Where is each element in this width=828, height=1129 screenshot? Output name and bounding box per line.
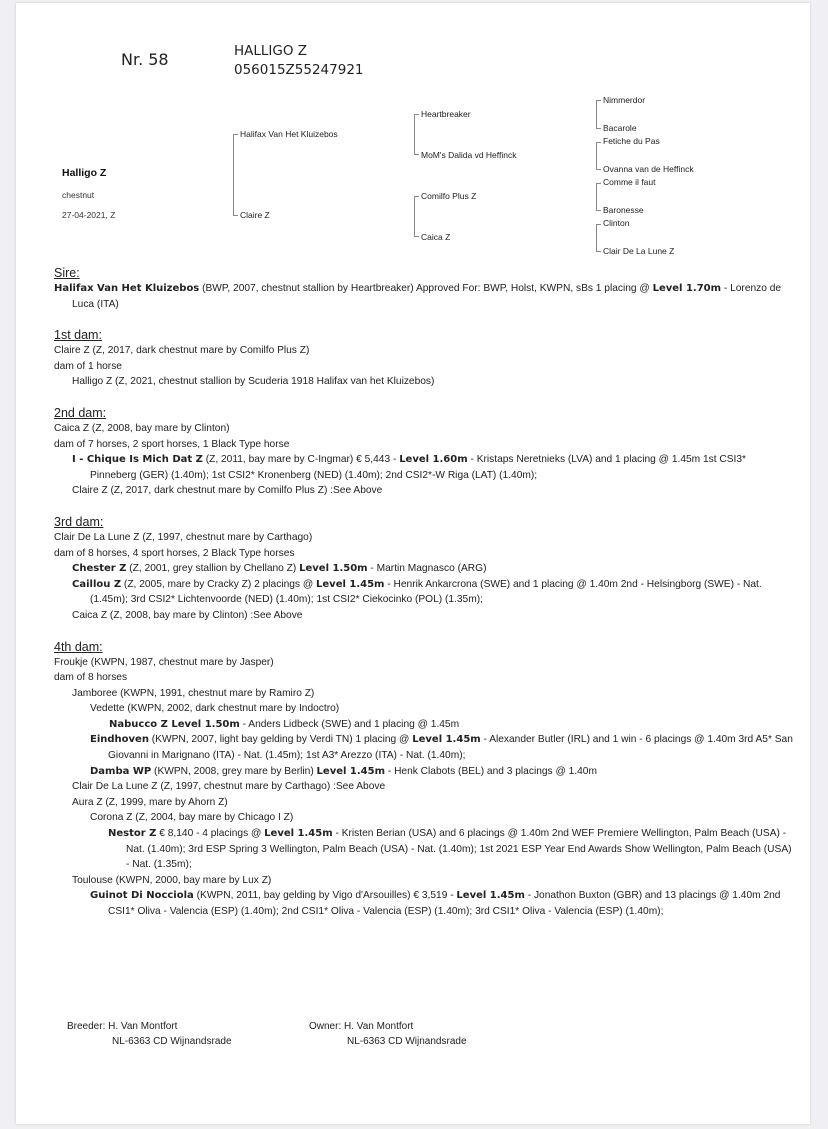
dam4-produce: dam of 8 horses xyxy=(54,672,128,684)
bracket-line xyxy=(233,134,234,216)
dam3-heading: 3rd dam: xyxy=(54,514,104,529)
subject-name: Halligo Z xyxy=(62,167,107,179)
dam4-heading: 4th dam: xyxy=(54,639,103,654)
lot-number: Nr. 58 xyxy=(121,50,169,69)
dam2-heading: 2nd dam: xyxy=(54,405,107,420)
pedigree-dam: Claire Z xyxy=(240,210,270,220)
bracket-tick xyxy=(596,224,601,225)
bracket-tick xyxy=(414,196,419,197)
dam4-grand-offspring: Vedette (KWPN, 2002, dark chestnut mare by Indoctro) xyxy=(90,703,340,715)
dam4-offspring: Clair De La Lune Z (Z, 1997, chestnut mare by Carthago) :See Above xyxy=(72,781,386,793)
bracket-tick xyxy=(596,100,601,101)
dam2-offspring: I - Chique Is Mich Dat Z (Z, 2011, bay mare by C-Ingmar) € 5,443 - Level 1.60m - Kristaps Neretnieks (LVA) and 1 placing @ 1.45m 1st CSI3* Pinneberg (GER) (1.40m); 1st CSI2* Kronenberg (NED) (1.40m); 2nd CSI2*-W Riga (LAT) (1.40m); xyxy=(72,454,747,481)
subject-color: chestnut xyxy=(62,190,95,200)
bracket-line xyxy=(414,114,415,155)
dam1-produce: dam of 1 horse xyxy=(54,360,122,372)
breeder-name: Breeder: H. Van Montfort xyxy=(67,1021,178,1032)
dam1-heading: 1st dam: xyxy=(54,328,102,343)
catalog-page xyxy=(16,3,810,1124)
bracket-line xyxy=(596,183,597,210)
breeder-info xyxy=(67,1020,232,1049)
owner-info xyxy=(309,1020,467,1049)
bracket-tick xyxy=(596,142,601,143)
pedigree-ddd: Clair De La Lune Z xyxy=(603,246,675,256)
dam4-grand-offspring: Corona Z (Z, 2004, bay mare by Chicago I Z) xyxy=(90,812,294,824)
dam1-offspring: Halligo Z (Z, 2021, chestnut stallion by Scuderia 1918 Halifax van het Kluizebos) xyxy=(72,376,435,388)
pedigree-dss: Comme il faut xyxy=(603,177,656,187)
bracket-tick xyxy=(414,236,419,237)
owner-name: Owner: H. Van Montfort xyxy=(309,1021,414,1032)
dam-line-text xyxy=(54,265,794,920)
bracket-tick xyxy=(414,154,419,155)
ueln-number: 056015Z55247921 xyxy=(234,62,364,78)
pedigree-dds: Clinton xyxy=(603,218,630,228)
dam4-offspring: Jamboree (KWPN, 1991, chestnut mare by Ramiro Z) xyxy=(72,687,315,699)
pedigree-dd: Caica Z xyxy=(421,232,451,242)
dam4-offspring: Aura Z (Z, 1999, mare by Ahorn Z) xyxy=(72,796,228,808)
bracket-tick xyxy=(596,210,601,211)
dam1-name: Claire Z (Z, 2017, dark chestnut mare by Comilfo Plus Z) xyxy=(54,345,310,357)
pedigree-ssd: Bacarole xyxy=(603,123,637,133)
dam4-grand-offspring: Guinot Di Nocciola (KWPN, 2011, bay gelding by Vigo d'Arsouilles) € 3,519 - Level 1.45m - Jonathon Buxton (GBR) and 13 placings @ 1.40m 2nd CSI1* Oliva - Valencia (ESP) (1.40m); 2nd CSI1* Oliva - Valencia (ESP) (1.40m); 3rd CSI1* Oliva - Valencia (ESP) (1.40m); xyxy=(90,890,781,917)
dam3-offspring: Caica Z (Z, 2008, bay mare by Clinton) :See Above xyxy=(72,609,303,621)
bracket-line xyxy=(596,100,597,129)
pedigree-sdd: Ovanna van de Heffinck xyxy=(603,164,694,174)
dam4-name: Froukje (KWPN, 1987, chestnut mare by Jasper) xyxy=(54,656,274,668)
bracket-tick xyxy=(414,114,419,115)
dam2-name: Caica Z (Z, 2008, bay mare by Clinton) xyxy=(54,422,230,434)
bracket-line xyxy=(596,224,597,251)
dam2-offspring: Claire Z (Z, 2017, dark chestnut mare by Comilfo Plus Z) :See Above xyxy=(72,485,383,497)
dam4-grand-offspring: Damba WP (KWPN, 2008, grey mare by Berlin) Level 1.45m - Henk Clabots (BEL) and 3 placings @ 1.40m xyxy=(90,765,597,777)
owner-address: NL-6363 CD Wijnandsrade xyxy=(347,1035,467,1047)
dam4-offspring: Toulouse (KWPN, 2000, bay mare by Lux Z) xyxy=(72,874,272,886)
bracket-tick xyxy=(233,215,238,216)
dam3-offspring: Chester Z (Z, 2001, grey stallion by Chellano Z) Level 1.50m - Martin Magnasco (ARG) xyxy=(72,563,487,575)
subject-birth: 27-04-2021, Z xyxy=(62,210,116,220)
pedigree-ds: Comilfo Plus Z xyxy=(421,191,477,201)
dam4-great-grand-offspring: Nabucco Z Level 1.50m - Anders Lidbeck (SWE) and 1 placing @ 1.45m xyxy=(109,718,460,730)
dam3-produce: dam of 8 horses, 4 sport horses, 2 Black Type horses xyxy=(54,547,295,559)
breeder-address: NL-6363 CD Wijnandsrade xyxy=(112,1035,232,1047)
bracket-tick xyxy=(596,128,601,129)
pedigree-sd: MoM's Dalida vd Heffinck xyxy=(421,150,517,160)
bracket-line xyxy=(596,142,597,169)
bracket-line xyxy=(414,196,415,237)
bracket-tick xyxy=(596,183,601,184)
pedigree-sds: Fetiche du Pas xyxy=(603,136,660,146)
sire-heading: Sire: xyxy=(54,266,80,280)
bracket-tick xyxy=(233,134,238,135)
dam3-offspring: Caillou Z (Z, 2005, mare by Cracky Z) 2 placings @ Level 1.45m - Henrik Ankarcrona (SWE) and 1 placing @ 1.40m 2nd - Helsingborg (SWE) - Nat. (1.45m); 3rd CSI2* Lichtenvoorde (NED) (1.40m); 1st CSI2* Ciekocinko (POL) (1.35m); xyxy=(72,578,762,606)
pedigree-dsd: Baronesse xyxy=(603,205,644,215)
sire-entry: Halifax Van Het Kluizebos (BWP, 2007, chestnut stallion by Heartbreaker) Approved For: BWP, Holst, KWPN, sBs 1 placing @ Level 1.70m - Lorenzo de Luca (ITA) xyxy=(54,283,782,310)
dam3-name: Clair De La Lune Z (Z, 1997, chestnut mare by Carthago) xyxy=(54,531,313,543)
pedigree-sire: Halifax Van Het Kluizebos xyxy=(240,129,338,139)
dam2-produce: dam of 7 horses, 2 sport horses, 1 Black Type horse xyxy=(54,438,290,450)
dam4-great-grand-offspring: Nestor Z € 8,140 - 4 placings @ Level 1.45m - Kristen Berian (USA) and 6 placings @ 1.40m 2nd WEF Premiere Wellington, Palm Beach (USA) - Nat. (1.40m); 3rd ESP Spring 3 Wellington, Palm Beach (USA) - Nat. (1.40m); 1st 2021 ESP Year End Awards Show Wellington, Palm Beach (USA) - Nat. (1.35m); xyxy=(108,828,792,871)
pedigree-ss: Heartbreaker xyxy=(421,109,471,119)
horse-title: HALLIGO Z xyxy=(234,43,308,59)
bracket-tick xyxy=(596,169,601,170)
pedigree-sss: Nimmerdor xyxy=(603,95,646,105)
dam4-grand-offspring: Eindhoven (KWPN, 2007, light bay gelding by Verdi TN) 1 placing @ Level 1.45m - Alexander Butler (IRL) and 1 win - 6 placings @ 1.40m 3rd A5* San Giovanni in Marignano (ITA) - Nat. (1.45m); 1st A3* Arezzo (ITA) - Nat. (1.40m); xyxy=(90,734,793,762)
bracket-tick xyxy=(596,251,601,252)
horse-header xyxy=(234,42,364,80)
